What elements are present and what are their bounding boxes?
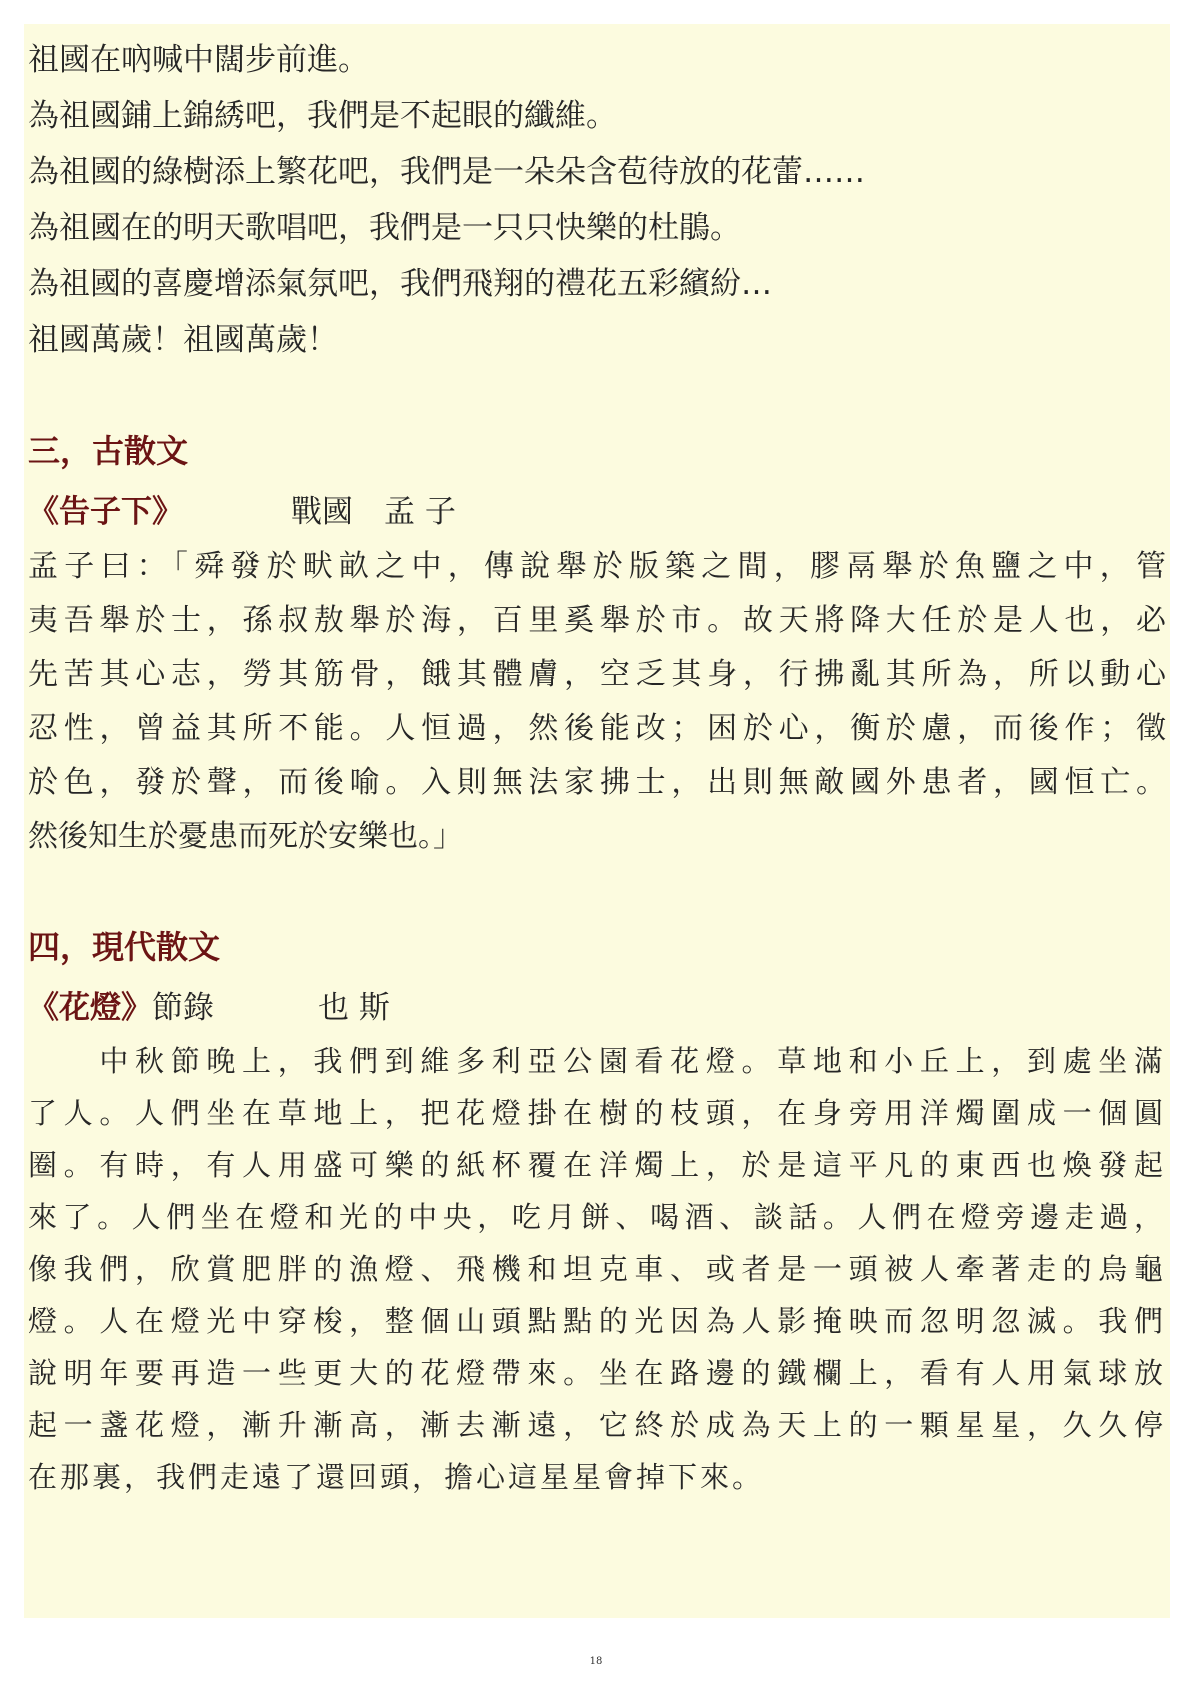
work-meta: 節錄 — [152, 990, 214, 1026]
work-title-row — [28, 988, 390, 1028]
text-line: 了人。人們坐在草地上，把花燈掛在樹的枝頭，在身旁用洋燭圍成一個圓 — [28, 1096, 1166, 1130]
poem-line: 為祖國的綠樹添上繁花吧，我們是一朵朵含苞待放的花蕾…… — [28, 154, 865, 190]
text-line: 先苦其心志，勞其筋骨，餓其體膚，空乏其身，行拂亂其所為，所以動心 — [28, 657, 1166, 692]
section-heading: 四，現代散文 — [28, 928, 221, 966]
text-line: 孟子曰：「舜發於畎畝之中，傳說舉於版築之間，膠鬲舉於魚鹽之中，管 — [28, 549, 1166, 584]
work-title: 《告子下》 — [28, 494, 183, 530]
text-line: 像我們，欣賞肥胖的漁燈、飛機和坦克車、或者是一頭被人牽著走的烏龜 — [28, 1252, 1166, 1286]
text-line: 在那裏，我們走遠了還回頭，擔心這星星會掉下來。 — [28, 1460, 765, 1494]
work-title: 《花燈》 — [28, 990, 152, 1026]
poem-line: 為祖國的喜慶增添氣氛吧，我們飛翔的禮花五彩繽紛… — [28, 266, 772, 302]
text-line: 說明年要再造一些更大的花燈帶來。坐在路邊的鐵欄上，看有人用氣球放 — [28, 1356, 1166, 1390]
text-line: 中秋節晚上，我們到維多利亞公園看花燈。草地和小丘上，到處坐滿 — [28, 1044, 1166, 1078]
text-line: 圈。有時，有人用盛可樂的紙杯覆在洋燭上，於是這平凡的東西也煥發起 — [28, 1148, 1166, 1182]
work-meta: 戰國 孟 子 — [291, 494, 456, 530]
text-line: 於色，發於聲，而後喻。入則無法家拂士，出則無敵國外患者，國恒亡。 — [28, 765, 1166, 800]
poem-line: 為祖國在的明天歌唱吧，我們是一只只快樂的杜鵑。 — [28, 210, 741, 246]
page-number: 18 — [589, 1656, 603, 1667]
poem-line: 祖國在吶喊中闊步前進。 — [28, 42, 369, 78]
poem-line: 祖國萬歲！祖國萬歲！ — [28, 322, 338, 358]
section-heading: 三，古散文 — [28, 432, 189, 470]
work-title-row — [28, 492, 456, 532]
poem-line: 為祖國鋪上錦綉吧，我們是不起眼的纖維。 — [28, 98, 617, 134]
text-line: 起一盞花燈，漸升漸高，漸去漸遠，它終於成為天上的一顆星星，久久停 — [28, 1408, 1166, 1442]
text-line: 來了。人們坐在燈和光的中央，吃月餅、喝酒、談話。人們在燈旁邊走過， — [28, 1200, 1166, 1234]
text-line: 忍性，曾益其所不能。人恒過，然後能改；困於心，衡於慮，而後作；徵 — [28, 711, 1166, 746]
text-line: 夷吾舉於士，孫叔敖舉於海，百里奚舉於市。故天將降大任於是人也，必 — [28, 603, 1166, 638]
work-author: 也 斯 — [318, 990, 390, 1026]
text-line: 燈。人在燈光中穿梭，整個山頭點點的光因為人影掩映而忽明忽滅。我們 — [28, 1304, 1166, 1338]
text-line: 然後知生於憂患而死於安樂也。」 — [28, 819, 463, 854]
